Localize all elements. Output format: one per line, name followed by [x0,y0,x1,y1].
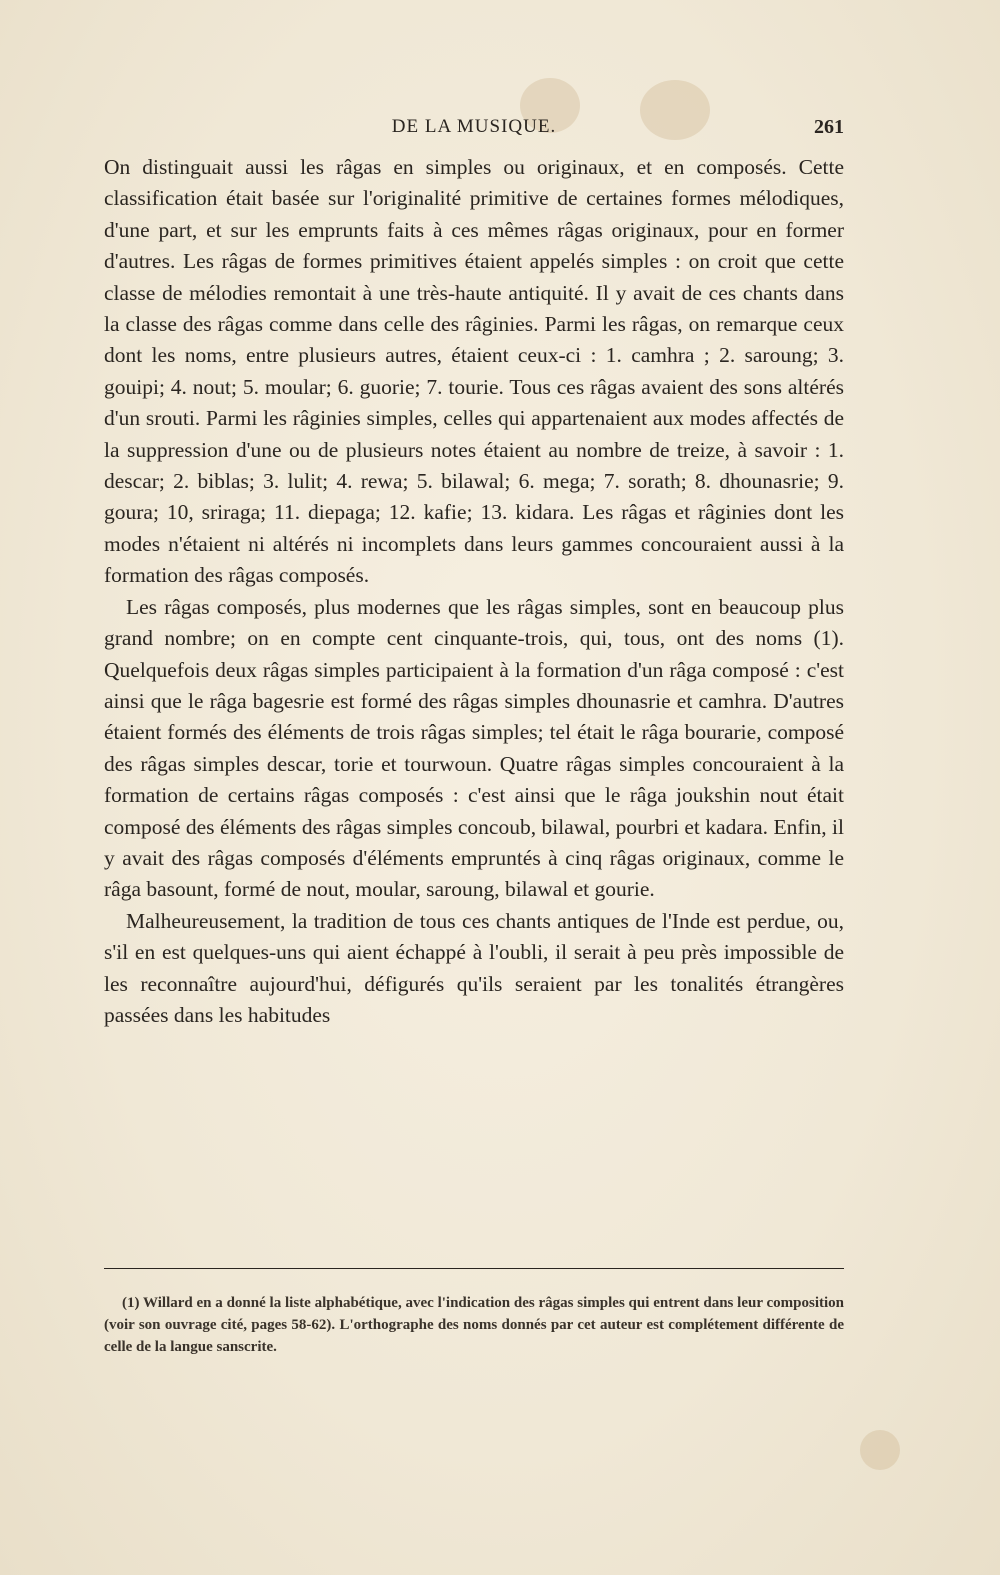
footnote-rule [104,1268,844,1269]
paragraph: Malheureusement, la tradition de tous ces chants antiques de l'Inde est perdue, ou, s'il en est quelques-uns qui aient échappé à l'oubli, il serait à peu près impossible de les reconnaître aujourd'hui, défigurés qu'ils seraient par les tonalités étrangères passées dans les habitudes [104,908,844,1027]
running-title: DE LA MUSIQUE. [391,116,557,137]
footnote [104,1292,844,1358]
page-header [104,116,844,146]
footnote-text: (1) Willard en a donné la liste alphabétique, avec l'indication des râgas simples qui entrent dans leur composition (voir son ouvrage cité, pages 58-62). L'orthographe des noms donnés par cet auteur est complétement différente de celle de la langue sanscrite. [104,1295,844,1355]
body-text [104,152,844,1031]
paper-stain [860,1430,900,1470]
paragraph: On distinguait aussi les râgas en simples ou originaux, et en composés. Cette classification était basée sur l'originalité primitive de certaines formes mélodiques, d'une part, et sur les emprunts faits à ces mêmes râgas originaux, pour en former d'autres. Les râgas de formes primitives étaient appelés simples : on croit que cette classe de mélodies remontait à une très-haute antiquité. Il y avait de ces chants dans la classe des râgas comme dans celle des râginies. Parmi les râgas, on remarque ceux dont les noms, entre plusieurs autres, étaient ceux-ci : 1. camhra ; 2. saroung; 3. gouipi; 4. nout; 5. moular; 6. guorie; 7. tourie. Tous ces râgas avaient des sons altérés d'un srouti. Parmi les râginies simples, celles qui appartenaient aux modes affectés de la suppression d'une ou de plusieurs notes étaient au nombre de treize, à savoir : 1. descar; 2. biblas; 3. lulit; 4. rewa; 5. bilawal; 6. mega; 7. sorath; 8. dhounasrie; 9. goura; 10, sriraga; 11. diepaga; 12. kafie; 13. kidara. Les râgas et râginies dont les modes n'étaient ni altérés ni incomplets dans leurs gammes concouraient aussi à la formation des râgas composés. [104,155,844,588]
page-number: 261 [814,116,844,138]
paragraph: Les râgas composés, plus modernes que les râgas simples, sont en beaucoup plus grand nombre; on en compte cent cinquante-trois, qui, tous, ont des noms (1). Quelquefois deux râgas simples participaient à la formation d'un râga composé : c'est ainsi que le râga bagesrie est formé des râgas simples dhounasrie et camhra. D'autres étaient formés des éléments de trois râgas simples; tel était le râga bourarie, composé des râgas simples descar, torie et tourwoun. Quatre râgas simples concouraient à la formation de certains râgas composés : c'est ainsi que le râga joukshin nout était composé des éléments des râgas simples concoub, bilawal, pourbri et kadara. Enfin, il y avait des râgas composés d'éléments empruntés à cinq râgas originaux, comme le râga basount, formé de nout, moular, saroung, bilawal et gourie. [104,594,844,902]
